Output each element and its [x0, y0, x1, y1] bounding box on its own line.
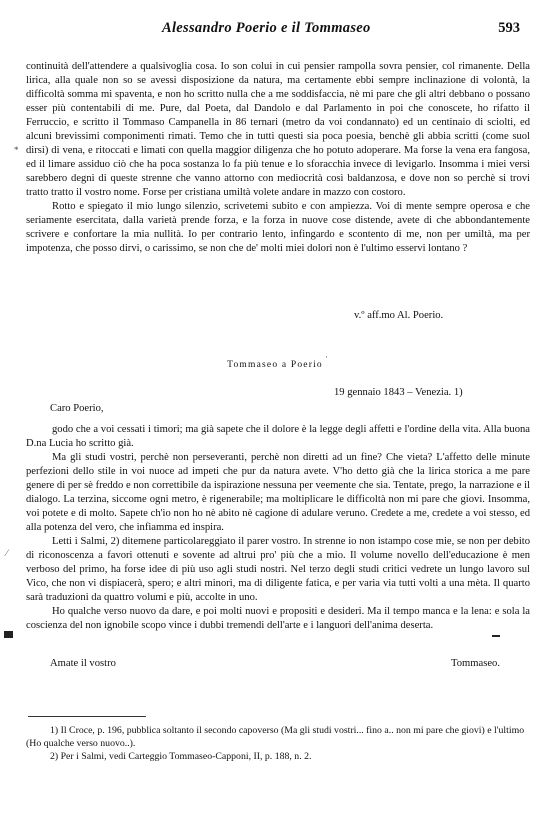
letter-signature: Tommaseo. [451, 658, 500, 669]
margin-tick-mark: ⁄ [6, 548, 8, 558]
second-letter-paragraph-4: Ho qualche verso nuovo da dare, e poi molti nuovi e propositi e desideri. Ma il tempo manca e la lena: e sola la coscienza del non ignobile scopo vince i dubbi tremendi dell'arte e i languori dell'anima deserta. [26, 606, 530, 631]
second-letter-paragraph-1: godo che a voi cessati i timori; ma già sapete che il dolore è la legge degli affetti e l'ordine della vita. Alla buona D.na Lucia ho scritto già. [26, 424, 530, 449]
first-letter-signature: v.º aff.mo Al. Poerio. [354, 310, 444, 321]
footnote-1: 1) Il Croce, p. 196, pubblica soltanto il secondo capoverso (Ma gli studi vostri... fino a.. non mi pare che giovi) e l'ultimo (Ho qualche verso nuovo..). [26, 725, 525, 749]
running-title: Alessandro Poerio e il Tommaseo [162, 20, 371, 36]
letter-heading: Tommaseo a Poerio [227, 360, 323, 370]
first-letter-body [26, 60, 530, 256]
page-header [0, 20, 550, 42]
first-letter-paragraph-2: Rotto e spiegato il mio lungo silenzio, scrivetemi subito e con ampiezza. Voi di mente sempre operosa e che seriamente esercitata, dalla varietà prende forza, e la forza in nuove cose distende, avete di che abbondantemente scrivere e confortare la mia nullità. Io per contrario lento, infingardo e scontento di me, non per umiltà, ma per impotenza, che posso dirvi, o carissimo, se non che de' molti miei dolori non è l'ultimo esservi lontano ? [26, 201, 530, 254]
page-number: 593 [498, 20, 520, 36]
second-letter-paragraph-2: Ma gli studi vostri, perchè non perseveranti, perchè non diretti ad un fine? Che vieta? L'affetto delle minute perfezioni dello stile in voi nuoce ad impeti che pur da natura avete. V'ho detto già che la lirica storica a me pare genere di per sè freddo e non correttibile da ispirazione nessuna per veemente che sia. Tentate, prego, la narrazione e il dialogo. La terzina, siccome ogni metro, è rigenerabile; ma moltiplicare le difficoltà non mi pare che giovi. Insomma, voi potete e di molto. Sapete ch'io non ho nè abito nè cagione di adulare veruno. Credete a me, credete a voi stesso, ed alla potenza del vero, che infiamma ed inspira. [26, 452, 530, 533]
letter-date: 19 gennaio 1843 – Venezia. 1) [334, 387, 463, 398]
letter-closing: Amate il vostro [50, 658, 116, 669]
second-letter-paragraph-3: Letti i Salmi, 2) ditemene particolareggiato il parer vostro. In strenne io non istampo cose mie, se non per debito di riconoscenza a favori ottenuti e sovente ad altrui pro' più che a mio. Il volume novello dell'educazione è men verboso del primo, ha forse idee di più uso agli studi nostri. Nel terzo degli studi critici vedrete un lungo lavoro sul Vico, che non vi dispiacerà, spero; e altri minori, ma di diligente fatica, e per varia via tutti volti a una mèta. Il quarto sarà traduzioni da quattro volumi e più, accolte in uno. [26, 536, 530, 603]
second-letter-body [26, 423, 530, 633]
letter-salutation: Caro Poerio, [50, 403, 104, 414]
first-letter-paragraph-1: continuità dell'attendere a qualsivoglia cosa. Io son colui in cui pensier rampolla sovra pensier, col rimanente. Della lirica, alla quale non so se avessi disposizione da natura, ma certamente ebbi sempre inclinazione di volontà, la difficoltà somma mi spaventa, e non ho scritto nulla che a me soddisfaccia, nè mi pare che gli altri debbano o possano esser più contentabili di me. Pure, dal Poeta, dal Dandolo e dal Parlamento in poi che conoscete, ho rifatto il Ferruccio, e scritto il Tommaso Campanella in 86 ternari (metro da voi condannato) ed un centinaio di sciolti, ed alcuni brevissimi componimenti rimati. Temo che in tutti questi sia poca poesia, benchè gli abbia scritti (come suol dirsi) di vena, e ritoccati e limati con quella maggior diligenza che ho potuto adoperare. Ma forse la vena era fangosa, ed il limare assiduo ciò che ha poca sostanza lo fa più tenue e lo sforacchia invece di levigarlo. Insomma i miei versi sarebbero degni di queste strenne che vanno attorno con mediocrità così baldanzosa, e dove non so perchè si trovi tratto tratto il vostro nome. Forse per cristiana umiltà volete andare in mazzo con costoro. [26, 61, 530, 198]
margin-dash-mark [492, 635, 500, 637]
margin-asterisk-mark: * [14, 145, 19, 155]
margin-dot-mark: · [325, 352, 328, 362]
footnote-2: 2) Per i Salmi, vedi Carteggio Tommaseo-Capponi, II, p. 188, n. 2. [50, 751, 312, 762]
footnotes [26, 724, 530, 763]
margin-ink-blot [4, 631, 13, 638]
footnote-divider [28, 716, 146, 717]
